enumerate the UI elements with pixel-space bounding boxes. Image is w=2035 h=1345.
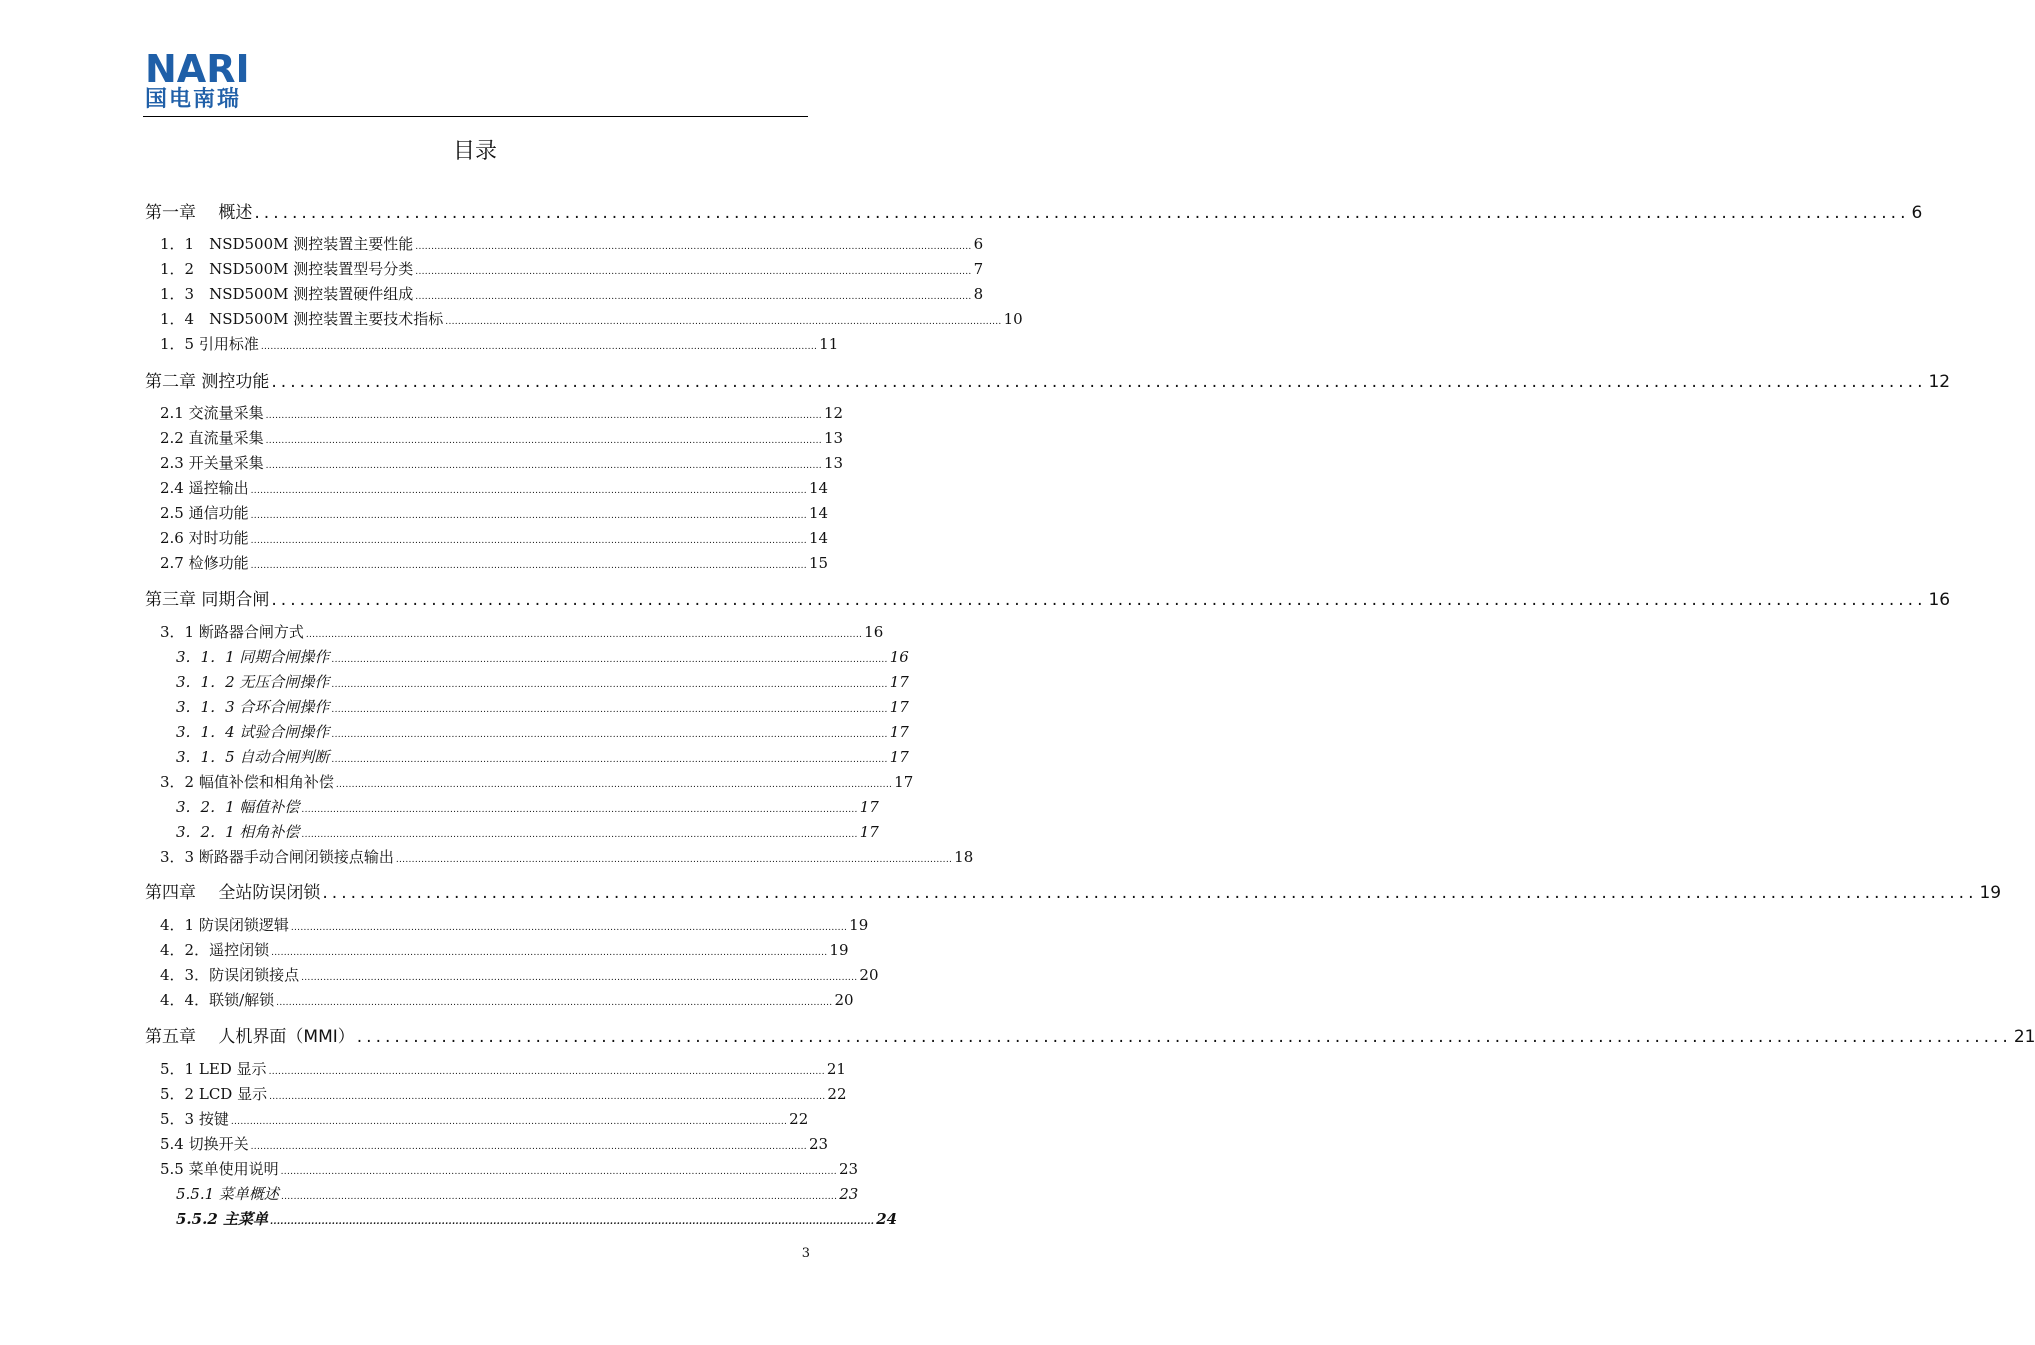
toc-dot-leader: ................................................................................................................................................................................ bbox=[265, 461, 822, 471]
toc-section-entry[interactable] bbox=[160, 527, 829, 548]
toc-page-number: 12 bbox=[1928, 372, 1951, 392]
toc-dot-leader: ................................................................................................................................................................................ bbox=[331, 705, 888, 715]
toc-page-number: 16 bbox=[1928, 590, 1951, 610]
toc-dot-leader: ................................................................................................................................................................................ bbox=[331, 730, 888, 740]
toc-entry-title: 2.3 开关量采集 bbox=[160, 454, 264, 472]
toc-dot-leader: ................................................................................................................................................................................ bbox=[260, 342, 818, 352]
toc-section-entry[interactable] bbox=[160, 846, 974, 867]
toc-section-entry[interactable] bbox=[176, 646, 909, 667]
toc-section-entry[interactable] bbox=[160, 258, 984, 279]
toc-entry-title: 第二章 测控功能 bbox=[145, 372, 270, 392]
toc-dot-leader: ................................................................................................................................................................................ bbox=[250, 561, 807, 571]
toc-section-entry[interactable] bbox=[176, 796, 879, 817]
toc-page-number: 15 bbox=[808, 554, 829, 572]
toc-entry-title: 2.1 交流量采集 bbox=[160, 404, 264, 422]
toc-section-entry[interactable] bbox=[160, 452, 844, 473]
toc-dot-leader: ................................................................................................................................................................................ bbox=[269, 1092, 826, 1102]
toc-page-number: 8 bbox=[973, 285, 984, 303]
toc-dot-leader: ................................................................................................................................................................................ bbox=[271, 590, 1927, 610]
toc-page-number: 20 bbox=[859, 966, 879, 984]
toc-title: 目录 bbox=[452, 139, 497, 164]
toc-dot-leader: ................................................................................................................................................................................ bbox=[265, 411, 822, 421]
toc-entry-title: 4．1 防误闭锁逻辑 bbox=[160, 916, 289, 934]
toc-dot-leader: ................................................................................................................................................................................ bbox=[230, 1117, 788, 1127]
toc-section-entry[interactable] bbox=[176, 746, 909, 767]
toc-entry-title: 1．4 NSD500M 测控装置主要技术指标 bbox=[160, 310, 444, 328]
toc-entry-title: 1．1 NSD500M 测控装置主要性能 bbox=[160, 235, 414, 253]
toc-dot-leader: ................................................................................................................................................................................ bbox=[301, 830, 858, 840]
toc-page-number: 23 bbox=[808, 1135, 829, 1153]
toc-page-number: 16 bbox=[889, 648, 909, 666]
toc-entry-title: 5．1 LED 显示 bbox=[160, 1060, 267, 1078]
toc-dot-leader: ................................................................................................................................................................................ bbox=[331, 680, 888, 690]
toc-page-number: 17 bbox=[889, 723, 909, 741]
toc-section-entry[interactable] bbox=[160, 1158, 859, 1179]
toc-dot-leader: ................................................................................................................................................................................ bbox=[280, 1192, 838, 1202]
logo-text-cn: 国电南瑞 bbox=[145, 87, 242, 112]
toc-entry-title: 4．3．防误闭锁接点 bbox=[160, 966, 300, 984]
toc-entry-title: 3．2．1 幅值补偿 bbox=[176, 798, 300, 816]
toc-page-number: 21 bbox=[826, 1060, 846, 1078]
toc-page-number: 17 bbox=[894, 773, 914, 791]
toc-section-entry[interactable] bbox=[160, 621, 884, 642]
toc-page-number: 7 bbox=[973, 260, 984, 278]
toc-entry-title: 3．1．5 自动合闸判断 bbox=[176, 748, 330, 766]
toc-entry-title: 5．3 按键 bbox=[160, 1110, 229, 1128]
toc-section-entry[interactable] bbox=[176, 721, 909, 742]
toc-chapter-entry[interactable] bbox=[145, 1022, 2035, 1047]
toc-entry-title: 3．1 断路器合闸方式 bbox=[160, 623, 304, 641]
toc-section-entry[interactable] bbox=[160, 939, 849, 960]
toc-section-entry[interactable] bbox=[176, 1183, 859, 1204]
toc-section-entry[interactable] bbox=[160, 1083, 847, 1104]
toc-page-number: 22 bbox=[789, 1110, 809, 1128]
toc-dot-leader: ................................................................................................................................................................................ bbox=[276, 998, 833, 1008]
toc-dot-leader: ................................................................................................................................................................................ bbox=[415, 292, 972, 302]
toc-page-number: 11 bbox=[819, 335, 839, 353]
nari-logo bbox=[145, 47, 265, 112]
toc-entry-title: 2.7 检修功能 bbox=[160, 554, 249, 572]
toc-section-entry[interactable] bbox=[160, 771, 914, 792]
toc-section-entry[interactable] bbox=[160, 502, 829, 523]
toc-entry-title: 3．1．4 试验合闸操作 bbox=[176, 723, 330, 741]
toc-page-number: 24 bbox=[876, 1210, 898, 1228]
toc-section-entry[interactable] bbox=[160, 427, 844, 448]
toc-page-number: 18 bbox=[954, 848, 974, 866]
toc-section-entry[interactable] bbox=[176, 821, 879, 842]
toc-entry-title: 4．4．联锁/解锁 bbox=[160, 991, 275, 1009]
toc-dot-leader: ................................................................................................................................................................................ bbox=[322, 883, 1978, 903]
toc-page-number: 6 bbox=[973, 235, 984, 253]
toc-dot-leader: ................................................................................................................................................................................ bbox=[271, 372, 1927, 392]
toc-section-entry[interactable] bbox=[160, 1108, 809, 1129]
toc-page-number: 10 bbox=[1003, 310, 1023, 328]
toc-page-number: 19 bbox=[829, 941, 849, 959]
toc-dot-leader: ................................................................................................................................................................................ bbox=[250, 486, 807, 496]
toc-chapter-entry[interactable] bbox=[145, 878, 2002, 903]
toc-dot-leader: ................................................................................................................................................................................ bbox=[254, 203, 1910, 223]
toc-page-number: 17 bbox=[859, 798, 879, 816]
toc-entry-title: 5.5.1 菜单概述 bbox=[176, 1185, 279, 1203]
toc-section-entry[interactable] bbox=[160, 964, 879, 985]
toc-entry-title: 5.5 菜单使用说明 bbox=[160, 1160, 279, 1178]
toc-page-number: 21 bbox=[2013, 1027, 2035, 1047]
toc-section-entry[interactable] bbox=[160, 914, 869, 935]
toc-dot-leader: ................................................................................................................................................................................ bbox=[415, 242, 972, 252]
toc-dot-leader: ................................................................................................................................................................................ bbox=[271, 948, 828, 958]
toc-entry-title: 5.4 切换开关 bbox=[160, 1135, 249, 1153]
toc-section-entry[interactable] bbox=[160, 1058, 846, 1079]
toc-dot-leader: ................................................................................................................................................................................ bbox=[415, 267, 972, 277]
toc-page-number: 17 bbox=[889, 698, 909, 716]
toc-entry-title: 2.6 对时功能 bbox=[160, 529, 249, 547]
toc-dot-leader: ................................................................................................................................................................................ bbox=[269, 1217, 875, 1227]
toc-dot-leader: ................................................................................................................................................................................ bbox=[268, 1067, 825, 1077]
toc-section-entry[interactable] bbox=[160, 552, 829, 573]
toc-section-entry[interactable] bbox=[160, 333, 839, 354]
toc-dot-leader: ................................................................................................................................................................................ bbox=[445, 317, 1002, 327]
toc-entry-title: 3．3 断路器手动合闸闭锁接点输出 bbox=[160, 848, 394, 866]
toc-entry-title: 第五章 人机界面（MMI） bbox=[145, 1027, 355, 1047]
toc-entry-title: 3．1．2 无压合闸操作 bbox=[176, 673, 330, 691]
toc-page-number: 23 bbox=[839, 1185, 859, 1203]
toc-page-number: 14 bbox=[808, 479, 829, 497]
toc-entry-title: 2.5 通信功能 bbox=[160, 504, 249, 522]
page-number: 3 bbox=[801, 1246, 810, 1261]
toc-entry-title: 第四章 全站防误闭锁 bbox=[145, 883, 321, 903]
toc-dot-leader: ................................................................................................................................................................................ bbox=[395, 855, 953, 865]
toc-page-number: 20 bbox=[834, 991, 854, 1009]
toc-dot-leader: ................................................................................................................................................................................ bbox=[301, 805, 858, 815]
toc-dot-leader: ................................................................................................................................................................................ bbox=[250, 536, 807, 546]
toc-page-number: 19 bbox=[1979, 883, 2002, 903]
toc-entry-title: 5.5.2 主菜单 bbox=[176, 1210, 268, 1228]
toc-entry-title: 3．1．3 合环合闸操作 bbox=[176, 698, 330, 716]
toc-dot-leader: ................................................................................................................................................................................ bbox=[265, 436, 822, 446]
toc-page-number: 13 bbox=[823, 454, 844, 472]
toc-entry-title: 3．1．1 同期合闸操作 bbox=[176, 648, 330, 666]
toc-section-entry[interactable] bbox=[160, 402, 844, 423]
toc-page-number: 13 bbox=[823, 429, 844, 447]
toc-page-number: 14 bbox=[808, 529, 829, 547]
toc-dot-leader: ................................................................................................................................................................................ bbox=[356, 1027, 2012, 1047]
toc-page-number: 17 bbox=[889, 748, 909, 766]
toc-dot-leader: ................................................................................................................................................................................ bbox=[290, 923, 848, 933]
logo-text-en: NARI bbox=[145, 47, 250, 91]
toc-chapter-entry[interactable] bbox=[145, 585, 1951, 610]
toc-section-entry[interactable] bbox=[176, 1208, 898, 1229]
toc-page-number: 14 bbox=[808, 504, 829, 522]
header-rule bbox=[143, 116, 808, 117]
toc-section-entry[interactable] bbox=[176, 696, 909, 717]
toc-dot-leader: ................................................................................................................................................................................ bbox=[331, 655, 888, 665]
toc-section-entry[interactable] bbox=[160, 308, 1023, 329]
toc-page-number: 23 bbox=[838, 1160, 859, 1178]
toc-dot-leader: ................................................................................................................................................................................ bbox=[305, 630, 863, 640]
toc-entry-title: 3．2 幅值补偿和相角补偿 bbox=[160, 773, 334, 791]
toc-dot-leader: ................................................................................................................................................................................ bbox=[335, 780, 893, 790]
toc-entry-title: 4．2．遥控闭锁 bbox=[160, 941, 270, 959]
toc-section-entry[interactable] bbox=[160, 283, 984, 304]
toc-entry-title: 2.4 遥控输出 bbox=[160, 479, 249, 497]
toc-dot-leader: ................................................................................................................................................................................ bbox=[331, 755, 888, 765]
toc-section-entry[interactable] bbox=[160, 477, 829, 498]
toc-entry-title: 1．2 NSD500M 测控装置型号分类 bbox=[160, 260, 414, 278]
toc-dot-leader: ................................................................................................................................................................................ bbox=[280, 1167, 837, 1177]
toc-entry-title: 1．5 引用标准 bbox=[160, 335, 259, 353]
toc-chapter-entry[interactable] bbox=[145, 198, 1923, 223]
toc-page-number: 17 bbox=[889, 673, 909, 691]
toc-entry-title: 2.2 直流量采集 bbox=[160, 429, 264, 447]
toc-dot-leader: ................................................................................................................................................................................ bbox=[250, 1142, 807, 1152]
toc-entry-title: 3．2．1 相角补偿 bbox=[176, 823, 300, 841]
toc-page-number: 19 bbox=[849, 916, 869, 934]
toc-section-entry[interactable] bbox=[160, 233, 984, 254]
toc-dot-leader: ................................................................................................................................................................................ bbox=[250, 511, 807, 521]
toc-chapter-entry[interactable] bbox=[145, 367, 1951, 392]
toc-page-number: 22 bbox=[827, 1085, 847, 1103]
toc-section-entry[interactable] bbox=[160, 989, 854, 1010]
toc-entry-title: 1．3 NSD500M 测控装置硬件组成 bbox=[160, 285, 414, 303]
toc-section-entry[interactable] bbox=[160, 1133, 829, 1154]
toc-page-number: 16 bbox=[864, 623, 884, 641]
toc-entry-title: 5．2 LCD 显示 bbox=[160, 1085, 268, 1103]
toc-page-number: 12 bbox=[823, 404, 844, 422]
toc-entry-title: 第一章 概述 bbox=[145, 203, 253, 223]
toc-page-number: 6 bbox=[1911, 203, 1923, 223]
toc-entry-title: 第三章 同期合闸 bbox=[145, 590, 270, 610]
toc-dot-leader: ................................................................................................................................................................................ bbox=[301, 973, 858, 983]
toc-page-number: 17 bbox=[859, 823, 879, 841]
toc-section-entry[interactable] bbox=[176, 671, 909, 692]
